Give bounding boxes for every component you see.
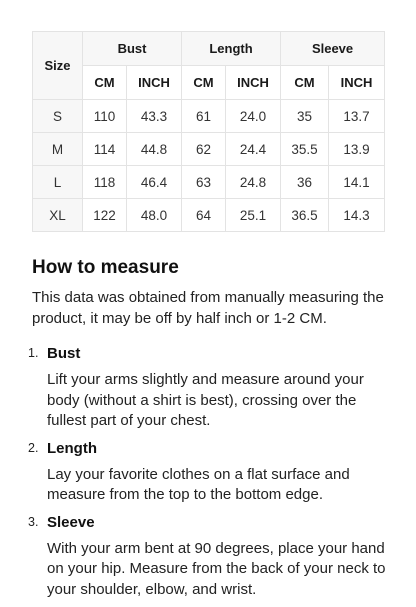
- sleeve-group-header: Sleeve: [281, 32, 385, 66]
- bust-group-header: Bust: [83, 32, 182, 66]
- table-cell: 118: [83, 166, 127, 199]
- step-description: Lay your favorite clothes on a flat surface and measure from the top to the bottom edge.: [47, 465, 350, 503]
- table-header-row-groups: [33, 32, 385, 66]
- table-cell: 24.8: [226, 166, 281, 199]
- table-cell: 24.0: [226, 100, 281, 133]
- table-cell: 62: [182, 133, 226, 166]
- table-cell: 25.1: [226, 199, 281, 232]
- step-number: 2.: [28, 440, 39, 455]
- unit-header: INCH: [329, 66, 385, 100]
- step-title: Sleeve: [47, 513, 95, 531]
- table-cell: 48.0: [127, 199, 182, 232]
- table-cell: 63: [182, 166, 226, 199]
- intro-text: This data was obtained from manually measuring the product, it may be off by half inch or 1-2 CM.: [32, 289, 384, 327]
- list-item-sleeve: [28, 513, 392, 601]
- section-heading: How to measure: [32, 257, 179, 278]
- table-cell: 36.5: [281, 199, 329, 232]
- measure-steps-list: [28, 344, 392, 600]
- table-cell: 13.9: [329, 133, 385, 166]
- step-title: Length: [47, 439, 97, 457]
- table-cell: 14.1: [329, 166, 385, 199]
- table-cell: 43.3: [127, 100, 182, 133]
- size-chart-table: [32, 31, 385, 232]
- step-title: Bust: [47, 345, 81, 362]
- unit-header: CM: [83, 66, 127, 100]
- table-cell: 24.4: [226, 133, 281, 166]
- unit-header: INCH: [226, 66, 281, 100]
- list-item-bust: [28, 344, 392, 432]
- how-to-measure-section: [28, 256, 392, 607]
- step-number: 1.: [28, 346, 39, 360]
- table-cell: 14.3: [329, 199, 385, 232]
- size-label: S: [33, 100, 83, 133]
- step-number: 3.: [28, 514, 39, 529]
- table-cell: 64: [182, 199, 226, 232]
- size-column-header: Size: [33, 32, 83, 100]
- table-header-row-units: [33, 66, 385, 100]
- table-row: [33, 199, 385, 232]
- unit-header: CM: [281, 66, 329, 100]
- list-item-length: [28, 439, 392, 506]
- table-cell: 35.5: [281, 133, 329, 166]
- step-description: Lift your arms slightly and measure around your body (without a shirt is best), crossing over the fullest part of your chest.: [47, 371, 364, 429]
- table-row: [33, 166, 385, 199]
- size-label: L: [33, 166, 83, 199]
- table-cell: 13.7: [329, 100, 385, 133]
- size-label: M: [33, 133, 83, 166]
- unit-header: CM: [182, 66, 226, 100]
- table-cell: 35: [281, 100, 329, 133]
- table-row: [33, 133, 385, 166]
- table-cell: 46.4: [127, 166, 182, 199]
- size-label: XL: [33, 199, 83, 232]
- table-cell: 44.8: [127, 133, 182, 166]
- table-row: [33, 100, 385, 133]
- table-cell: 110: [83, 100, 127, 133]
- unit-header: INCH: [127, 66, 182, 100]
- table-cell: 122: [83, 199, 127, 232]
- step-description: With your arm bent at 90 degrees, place your hand on your hip. Measure from the back of your neck to your shoulder, elbow, and wrist.: [47, 539, 386, 598]
- length-group-header: Length: [182, 32, 281, 66]
- table-cell: 61: [182, 100, 226, 133]
- table-cell: 114: [83, 133, 127, 166]
- table-cell: 36: [281, 166, 329, 199]
